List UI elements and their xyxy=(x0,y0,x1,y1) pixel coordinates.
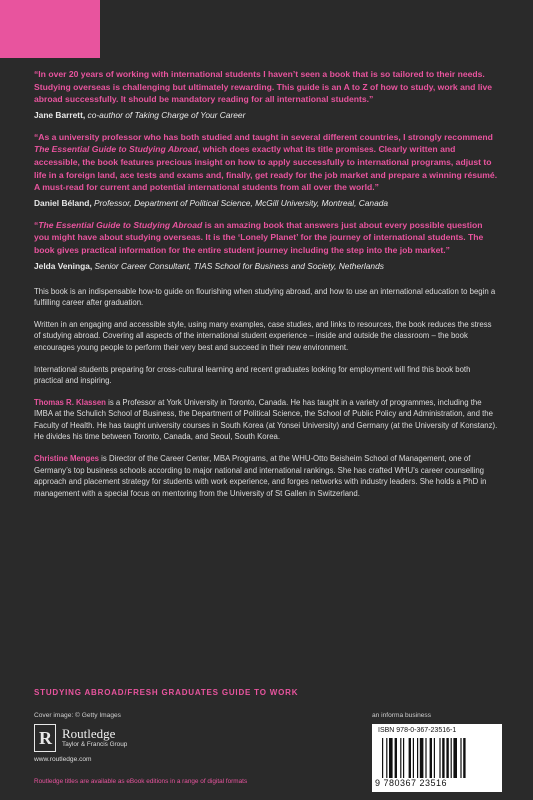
publisher-subtitle: Taylor & Francis Group xyxy=(62,741,128,748)
quote-3-text-end: is an amazing book that answers just about every possible question you might have about studying overseas. It is the ‘Lonely Planet’ for the journey of international students. The book gives practical information for the entire student journey including the step into the job market.” xyxy=(34,219,484,255)
quote-3-role: Senior Career Consultant, TIAS School for Business and Society, Netherlands xyxy=(94,260,384,271)
quote-2-role: Professor, Department of Political Science, McGill University, Montreal, Canada xyxy=(94,197,389,208)
author-2-name: Christine Menges xyxy=(34,454,99,464)
quote-1-role: co-author of Taking Charge of Your Career xyxy=(87,109,246,120)
quote-1-name: Jane Barrett, xyxy=(34,109,86,120)
author-1-name: Thomas R. Klassen xyxy=(34,397,106,407)
category-heading: STUDYING ABROAD/FRESH GRADUATES GUIDE TO WORK xyxy=(34,688,299,697)
quote-1: “In over 20 years of working with international students I haven’t seen a book that is so tailored to their needs. Studying overseas is challenging but ultimately rewarding. This guide is an A to Z of how to study, work and live abroad successfully. It should be mandatory reading for all international students.” xyxy=(34,69,493,105)
author-2-bio: is Director of the Career Center, MBA Programs, at the WHU-Otto Beisheim School of Management, one of Germany’s top business schools according to major national and international rankings. She has crafted WHU’s career counselling approach and placement strategy for students with work experience, and forges networks with industry leaders. She holds a PhD in management with a special focus on mentoring from the University of St Gallen in Switzerland. xyxy=(34,454,487,498)
back-cover-content xyxy=(34,68,499,509)
quote-1-attribution xyxy=(34,109,499,121)
barcode-icon xyxy=(382,738,494,778)
quote-2-attribution xyxy=(34,197,499,209)
quote-2-text-end: , which does exactly what its title promises. Clearly written and accessible, the book features precious insight on how to apply successfully to international programs, adjust to life in a foreign land, ace tests and exams and, finally, get ready for the job market and prepare a winning résumé. A must-read for current and potential international students from all over the world.” xyxy=(34,144,498,193)
publisher-url: www.routledge.com xyxy=(34,756,92,763)
quote-3 xyxy=(34,219,499,257)
ebook-notice: Routledge titles are available as eBook editions in a range of digital formats xyxy=(34,778,248,785)
description-paragraph-2: Written in an engaging and accessible style, using many examples, case studies, and links to resources, the book reduces the stress of studying abroad. Covering all aspects of the international student experience – inside and outside the classroom – the book encourages young people to perform their very best and succeed in their new environment. xyxy=(34,319,492,352)
quote-3-attribution xyxy=(34,260,499,272)
quote-3-book-title: The Essential Guide to Studying Abroad xyxy=(38,219,203,230)
quote-3-text-start: “ xyxy=(34,219,39,230)
informa-tagline: an informa business xyxy=(372,712,432,719)
routledge-r-icon xyxy=(34,724,56,752)
cover-credit: Cover image: © Getty Images xyxy=(34,712,121,719)
quote-3-name: Jelda Veninga, xyxy=(34,260,93,271)
routledge-r-letter: R xyxy=(39,728,52,748)
quote-2-text-start: “As a university professor who has both studied and taught in several different countries, I strongly recommend xyxy=(34,131,493,142)
description-paragraph-1: This book is an indispensable how-to guide on flourishing when studying abroad, and how to use an international education to begin a fulfilling career after graduation. xyxy=(34,286,496,308)
isbn-label: ISBN 978-0-367-23516-1 xyxy=(378,727,457,734)
author-bio-1 xyxy=(34,397,499,443)
quote-2-name: Daniel Béland, xyxy=(34,197,92,208)
barcode-digits: 9 780367 23516 xyxy=(375,778,448,788)
routledge-logo xyxy=(34,724,164,758)
publisher-name: Routledge xyxy=(62,726,116,741)
description-paragraph-3: International students preparing for cross-cultural learning and recent graduates looking for employment will find this book both practical and inspiring. xyxy=(34,364,471,386)
barcode-panel xyxy=(372,724,502,792)
quote-2 xyxy=(34,131,499,194)
pink-accent-block xyxy=(0,0,100,58)
quote-2-book-title: The Essential Guide to Studying Abroad xyxy=(34,144,198,155)
author-1-bio: is a Professor at York University in Toronto, Canada. He has taught in a variety of programmes, including the IMBA at the Schulich School of Business, the Department of Political Science, the School of Public Policy and Administration, and the Faculty of Health. He has taught university courses in South Korea (at Yonsei University) and Germany (at the University of Konstanz). He divides his time between Toronto, Canada, and Seoul, South Korea. xyxy=(34,397,498,442)
author-bio-2 xyxy=(34,453,499,499)
